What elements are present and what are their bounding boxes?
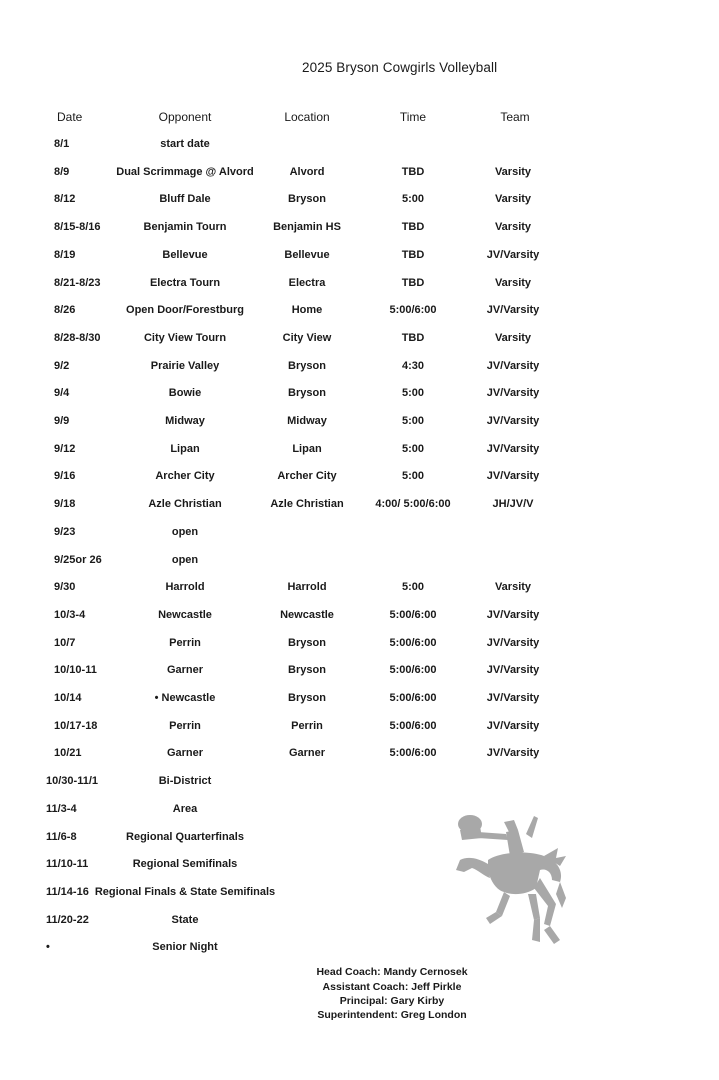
cell-team: JV/Varsity: [486, 692, 540, 704]
cell-date: 11/10-11: [46, 858, 89, 871]
cell-location: Bryson: [288, 387, 326, 400]
cell-date: 8/9: [54, 165, 70, 178]
cell-opponent: Dual Scrimmage @ Alvord: [116, 165, 254, 178]
cell-location: Perrin: [291, 719, 323, 732]
cell-location: City View: [282, 331, 332, 344]
cell-opponent: Bi-District: [158, 775, 212, 788]
table-row: [0, 166, 719, 182]
cell-date: 10/17-18: [54, 719, 98, 732]
cell-date: 8/15-8/16: [54, 221, 101, 234]
table-row: [0, 914, 719, 930]
staff-principal: Principal: Gary Kirby: [339, 995, 445, 1007]
cell-time: 5:00: [401, 470, 425, 483]
cell-team: JV/Varsity: [486, 359, 540, 372]
cell-time: 5:00/6:00: [389, 719, 437, 732]
cell-time: 5:00/6:00: [389, 636, 437, 649]
cell-date: 9/23: [54, 525, 76, 538]
cell-opponent: Newcastle: [158, 608, 212, 621]
cell-time: 5:00/6:00: [389, 664, 437, 677]
cell-location: Electra: [288, 276, 326, 289]
cell-date: 11/14-16: [46, 885, 89, 898]
cell-opponent: Prairie Valley: [150, 359, 220, 372]
cell-date: 9/30: [54, 581, 76, 594]
table-row: [0, 581, 719, 597]
cell-date: 8/1: [54, 138, 70, 150]
cell-location: Bryson: [288, 636, 326, 649]
table-row: [0, 637, 719, 653]
cell-location: Lipan: [292, 442, 322, 455]
cell-opponent: Open Door/Forestburg: [126, 304, 244, 317]
cell-opponent: open: [171, 553, 199, 566]
table-row: [0, 831, 719, 847]
cell-team: Varsity: [494, 581, 532, 594]
cell-opponent: Bowie: [168, 387, 202, 400]
header-time: Time: [399, 110, 427, 124]
cell-location: Harrold: [287, 581, 327, 594]
cell-team: JV/Varsity: [486, 664, 540, 677]
staff-superintendent: Superintendent: Greg London: [317, 1009, 467, 1021]
table-row: [0, 554, 719, 570]
cell-time: 5:00: [401, 193, 425, 206]
cell-opponent: Harrold: [165, 581, 205, 594]
cell-date: 9/16: [54, 470, 76, 483]
cell-opponent: Archer City: [155, 470, 215, 483]
header-date: Date: [57, 110, 83, 124]
cell-opponent: City View Tourn: [143, 331, 227, 344]
page-title: 2025 Bryson Cowgirls Volleyball: [302, 60, 498, 75]
cell-team: JV/Varsity: [486, 719, 540, 732]
table-header: [0, 110, 719, 126]
cell-date: 10/21: [54, 747, 82, 760]
cell-team: JV/Varsity: [486, 608, 540, 621]
table-row: [0, 526, 719, 542]
cell-team: JV/Varsity: [486, 248, 540, 261]
cell-date: •: [46, 941, 50, 954]
cell-time: 5:00/6:00: [389, 747, 437, 760]
cell-date: 8/28-8/30: [54, 331, 101, 344]
table-row: [0, 747, 719, 763]
staff-assistant-coach: Assistant Coach: Jeff Pirkle: [322, 981, 462, 993]
cell-opponent: Area: [172, 802, 198, 815]
cell-location: Bryson: [288, 193, 326, 206]
table-row: [0, 803, 719, 819]
cell-opponent: Bluff Dale: [159, 193, 211, 206]
cell-opponent: Garner: [166, 664, 204, 677]
table-row: [0, 415, 719, 431]
cell-location: Bryson: [288, 664, 326, 677]
cell-location: Garner: [288, 747, 326, 760]
table-row: [0, 304, 719, 320]
table-row: [0, 277, 719, 293]
cell-time: 5:00/6:00: [389, 304, 437, 317]
table-row: [0, 360, 719, 376]
cell-date: 10/14: [54, 692, 82, 704]
cell-location: Newcastle: [280, 608, 334, 621]
cell-location: Archer City: [277, 470, 337, 483]
cell-time: TBD: [401, 331, 425, 344]
cell-date: 8/21-8/23: [54, 276, 101, 289]
cell-team: JV/Varsity: [486, 387, 540, 400]
cell-opponent: Regional Semifinals: [132, 858, 238, 871]
cell-date: 11/3-4: [46, 802, 77, 815]
cell-date: 9/18: [54, 498, 76, 511]
cell-opponent: Regional Quarterfinals: [126, 830, 244, 843]
cell-date: 8/12: [54, 193, 76, 206]
cell-location: Bellevue: [284, 248, 330, 261]
cell-location: Benjamin HS: [273, 221, 341, 234]
table-row: [0, 941, 719, 957]
cell-team: Varsity: [494, 165, 532, 178]
cell-location: Bryson: [288, 359, 326, 372]
cell-team: JV/Varsity: [486, 636, 540, 649]
table-row: [0, 443, 719, 459]
cell-location: Alvord: [289, 165, 325, 178]
cell-location: Midway: [287, 415, 327, 427]
cell-location: Bryson: [288, 692, 326, 704]
cell-location: Azle Christian: [270, 498, 344, 511]
cell-opponent: open: [171, 525, 199, 538]
cell-opponent: Lipan: [170, 442, 200, 455]
cell-time: 4:00/ 5:00/6:00: [375, 498, 451, 511]
cell-team: JV/Varsity: [486, 415, 540, 427]
cell-team: JV/Varsity: [486, 747, 540, 760]
table-row: [0, 221, 719, 237]
cell-date: 11/6-8: [46, 830, 77, 843]
cell-team: JV/Varsity: [486, 470, 540, 483]
cell-date: 10/10-11: [54, 664, 97, 677]
cell-location: Home: [291, 304, 323, 317]
bronc-rider-icon: [448, 808, 568, 953]
cell-time: 5:00: [401, 581, 425, 594]
cell-time: TBD: [401, 276, 425, 289]
cell-time: TBD: [401, 248, 425, 261]
cell-date: 9/25or 26: [54, 553, 102, 566]
cell-team: Varsity: [494, 193, 532, 206]
cell-opponent: start date: [160, 138, 210, 150]
cell-date: 9/9: [54, 415, 70, 427]
cell-opponent: Azle Christian: [148, 498, 222, 511]
cell-opponent: Perrin: [169, 636, 201, 649]
cell-opponent: Midway: [165, 415, 205, 427]
table-row: [0, 775, 719, 791]
cell-team: JV/Varsity: [486, 304, 540, 317]
cell-team: JV/Varsity: [486, 442, 540, 455]
table-row: [0, 858, 719, 874]
cell-time: 5:00/6:00: [389, 692, 437, 704]
cell-date: 11/20-22: [46, 913, 89, 926]
header-opponent: Opponent: [158, 110, 212, 124]
cell-opponent: Senior Night: [152, 941, 218, 954]
table-row: [0, 498, 719, 514]
cell-team: Varsity: [494, 331, 532, 344]
table-row: [0, 470, 719, 486]
cell-date: 9/2: [54, 359, 70, 372]
cell-time: 5:00: [401, 442, 425, 455]
table-row: [0, 332, 719, 348]
cell-time: 4:30: [401, 359, 425, 372]
table-row: [0, 886, 719, 902]
table-row: [0, 609, 719, 625]
cell-time: 5:00: [401, 415, 425, 427]
cell-time: 5:00/6:00: [389, 608, 437, 621]
cell-opponent: Garner: [166, 747, 204, 760]
header-location: Location: [284, 110, 330, 124]
cell-time: TBD: [401, 221, 425, 234]
table-row: [0, 692, 719, 708]
cell-opponent: Bellevue: [162, 248, 208, 261]
cell-opponent: Perrin: [169, 719, 201, 732]
cell-opponent: State: [171, 913, 199, 926]
cell-date: 10/7: [54, 636, 76, 649]
header-team: Team: [500, 110, 530, 124]
table-row: [0, 387, 719, 403]
cell-date: 9/12: [54, 442, 76, 455]
cell-time: TBD: [401, 165, 425, 178]
table-row: [0, 249, 719, 265]
table-row: [0, 193, 719, 209]
cell-date: 8/19: [54, 248, 76, 261]
cell-time: 5:00: [401, 387, 425, 400]
table-row: [0, 664, 719, 680]
cell-date: 10/3-4: [54, 608, 86, 621]
cell-date: 10/30-11/1: [46, 775, 98, 788]
cell-opponent: Benjamin Tourn: [143, 221, 227, 234]
cell-opponent: • Newcastle: [154, 692, 216, 704]
cell-team: Varsity: [494, 276, 532, 289]
staff-head-coach: Head Coach: Mandy Cernosek: [316, 966, 468, 978]
cell-date: 8/26: [54, 304, 76, 317]
cell-team: JH/JV/V: [492, 498, 534, 511]
cell-opponent: Electra Tourn: [149, 276, 221, 289]
table-row: [0, 138, 719, 154]
table-row: [0, 720, 719, 736]
cell-opponent: Regional Finals & State Semifinals: [94, 885, 276, 898]
cell-team: Varsity: [494, 221, 532, 234]
cell-date: 9/4: [54, 387, 70, 400]
